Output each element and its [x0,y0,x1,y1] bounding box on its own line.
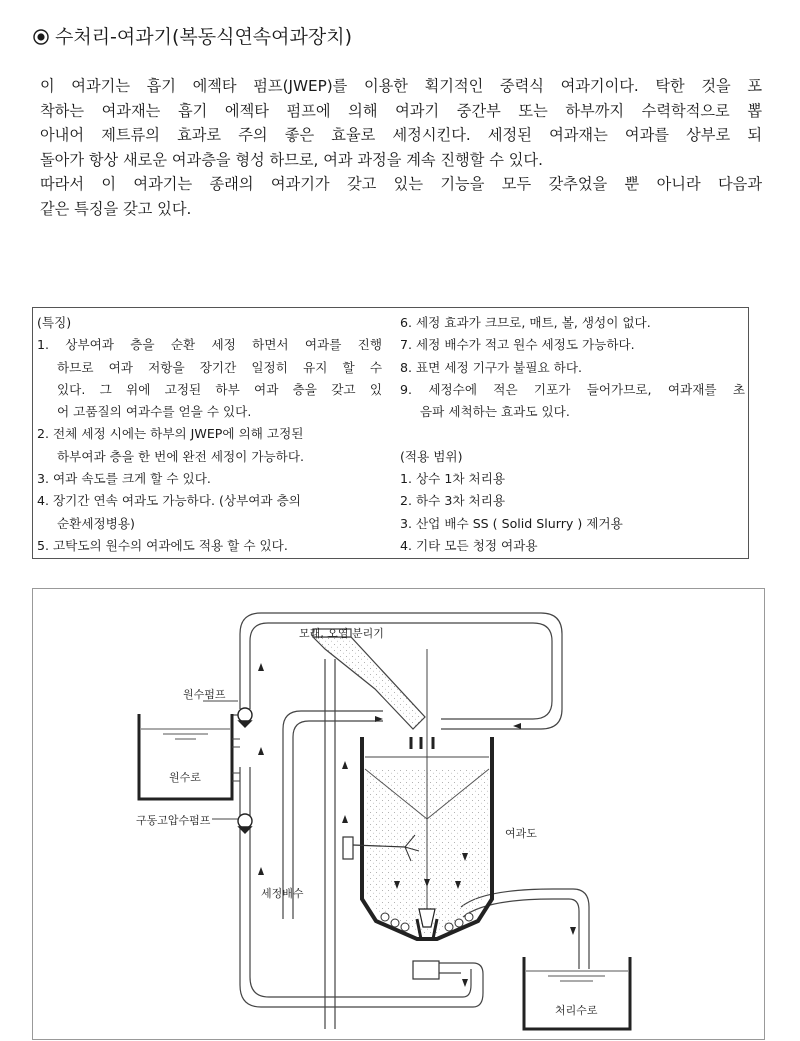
feature-item: 하부여과 층을 한 번에 완전 세정이 가능하다. [57,448,305,464]
feature-item: 9. 세정수에 적은 기포가 들어가므로, 여과재를 초 [400,381,745,397]
features-box [32,307,749,559]
intro-line: 아내어 제트류의 효과로 주의 좋은 효율로 세정시킨다. 세정된 여과재는 여과를 상부로 되 [40,126,762,145]
feature-item: 3. 여과 속도를 크게 할 수 있다. [37,471,211,487]
feature-item: 어 고품질의 여과수를 얻을 수 있다. [57,404,252,420]
features-heading: (특징) [37,315,72,330]
scope-heading: (적용 범위) [400,448,463,464]
drive-pump-label: 구동고압수펌프 [136,814,211,827]
raw-pump-label: 원수펌프 [183,688,226,701]
scope-item: 2. 하수 3차 처리용 [400,493,506,509]
sand-separator-label: 모래, 오염 분리기 [299,627,384,640]
intro-line: 같은 특징을 갖고 있다. [40,199,192,218]
treated-tank-label: 처리수로 [555,1004,598,1017]
feature-item: 7. 세정 배수가 적고 원수 세정도 가능하다. [400,337,635,353]
page-title [33,22,352,49]
intro-line: 착하는 여과재는 흡기 에젝타 펌프에 의해 여과기 중간부 또는 하부까지 수력학적으로 뽑 [40,101,762,120]
filter-label: 여과도 [505,827,537,840]
feature-item: 순환세정병용) [57,515,135,531]
scope-item: 3. 산업 배수 SS ( Solid Slurry ) 제거용 [400,515,623,531]
feature-item: 하므로 여과 저항을 장기간 일정히 유지 할 수 [57,359,382,375]
scope-item: 1. 상수 1차 처리용 [400,471,506,487]
raw-tank-label: 원수로 [169,771,201,784]
bullseye-icon [33,26,49,48]
feature-item: 2. 전체 세정 시에는 하부의 JWEP에 의해 고정된 [37,426,304,442]
feature-item: 음파 세척하는 효과도 있다. [420,404,570,420]
intro-line: 이 여과기는 흡기 에젝타 펌프(JWEP)를 이용한 획기적인 중력식 여과기이다. 탁한 것을 포 [40,77,762,95]
feature-item: 8. 표면 세정 기구가 불필요 하다. [400,359,583,375]
features-right-column [400,312,745,557]
wash-drain-label: 세정배수 [261,887,304,900]
page-title-text: 수처리-여과기(복동식연속여과장치) [55,26,352,48]
filter-diagram [32,588,765,1040]
intro-line: 따라서 이 여과기는 종래의 여과기가 갖고 있는 기능을 모두 갖추었을 뿐 아니라 다음과 [40,175,762,194]
intro-line: 돌아가 항상 새로운 여과층을 형성 하므로, 여과 과정을 계속 진행할 수 있다. [40,150,543,169]
feature-item: 6. 세정 효과가 크므로, 매트, 볼, 생성이 없다. [400,315,651,330]
feature-item: 5. 고탁도의 원수의 여과에도 적용 할 수 있다. [37,537,288,553]
feature-item: 있다. 그 위에 고정된 하부 여과 층을 갖고 있 [57,381,382,397]
scope-item: 4. 기타 모든 청정 여과용 [400,537,538,553]
spacer [400,423,745,445]
feature-item: 1. 상부여과 층을 순환 세정 하면서 여과를 진행 [37,337,382,353]
intro-paragraph [40,74,762,222]
feature-item: 4. 장기간 연속 여과도 가능하다. (상부여과 층의 [37,493,301,509]
features-left-column [37,312,382,557]
